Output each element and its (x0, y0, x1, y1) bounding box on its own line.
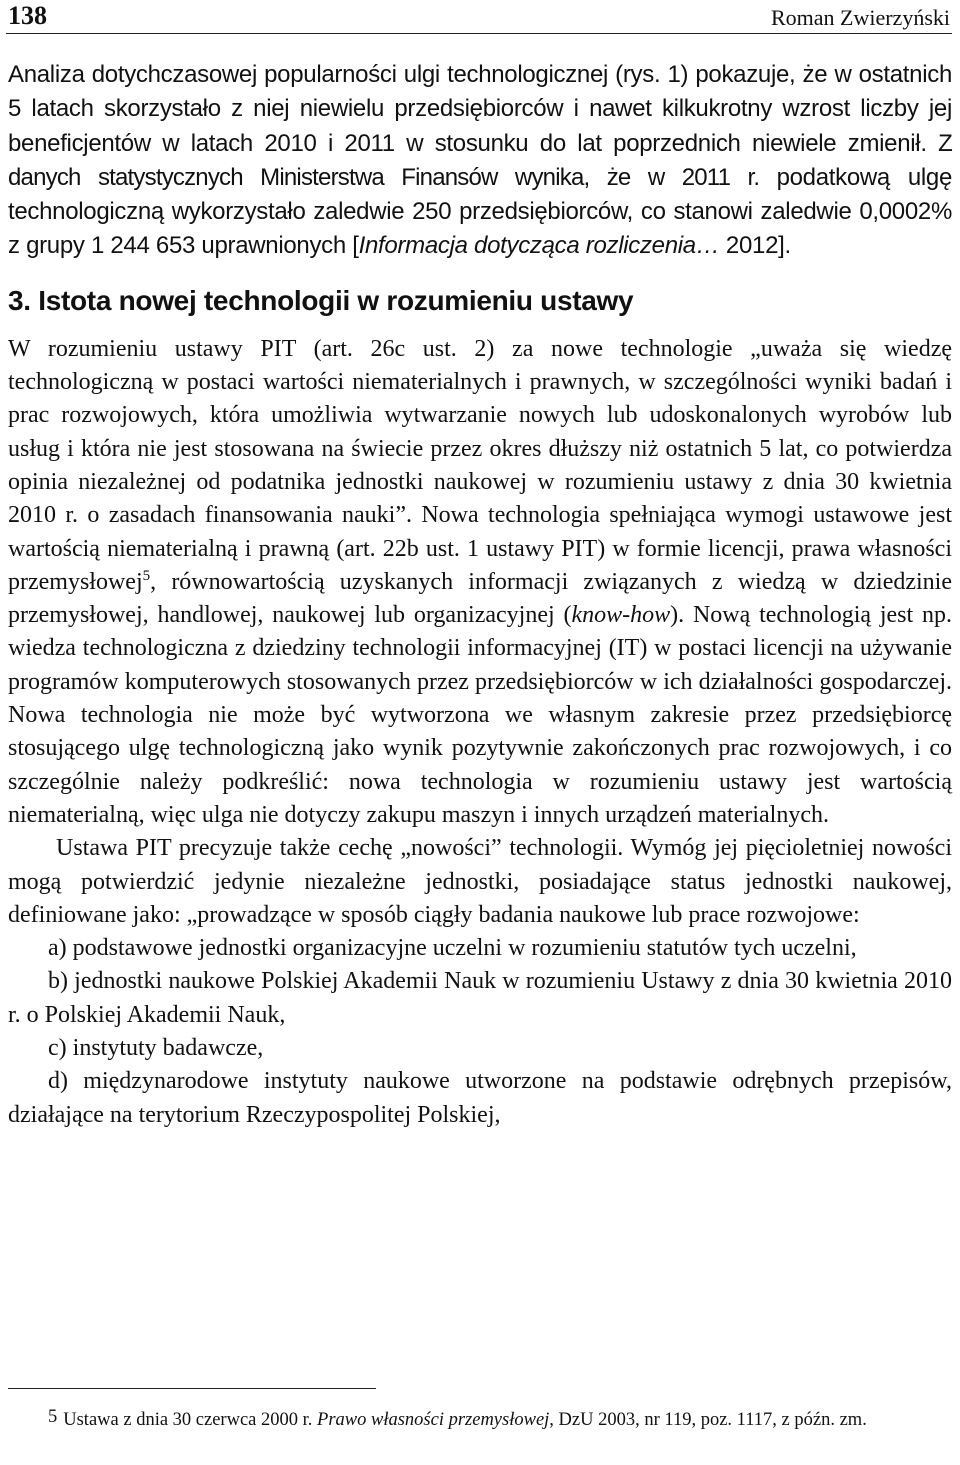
paragraph-definition (8, 333, 952, 832)
page-number: 138 (8, 1, 47, 30)
list-item-a: a) podstawowe jednostki organizacyjne uczelni w rozumieniu statutów tych uczelni, (48, 935, 857, 962)
paragraph-text: Analiza dotychczasowej popularności ulgi technologicznej (rys. 1) pokazuje, że w ostatnich 5 latach skorzystało z niej niewielu przedsiębiorców i nawet kilkukrotny wzrost liczby jej beneficjentów w latach 2010 i 2011 w stosunku do lat poprzednich niewiele zmienił. (8, 61, 952, 157)
citation-year: 2012]. (719, 232, 791, 260)
paragraph-text: ). Nową technologią jest np. wiedza technologiczna z dziedziny technologii informacyjnej (IT) w postaci licencji na używanie programów komputerowych stosowanych przez przedsiębiorców w ich działalności gospodarczej. Nowa technologia nie może być wytworzona we własnym zakresie przez przedsiębiorcę stosującego ulgę technologiczną jako wynik pozytywnie zakończonych prac rozwojowych, i co szczególnie należy podkreślić: nowa technologia w rozumieniu ustawy jest wartością niematerialną, więc ulga nie dotyczy zakupu maszyn i innych urządzeń materialnych. (8, 602, 952, 828)
footnote-text: Ustawa z dnia 30 czerwca 2000 r. (63, 1410, 318, 1430)
list-item-d: d) międzynarodowe instytuty naukowe utworzone na podstawie odrębnych przepisów, działające na terytorium Rzeczypospolitej Polskiej, (8, 1068, 952, 1128)
paragraph-novelty: Ustawa PIT precyzuje także cechę „nowości” technologii. Wymóg jej pięcioletniej nowości mogą potwierdzić jedynie niezależne jednostki, posiadające status jednostki naukowej, definiowane jako: „prowadzące w sposób ciągły badania naukowe lub prace rozwojowe: (8, 835, 952, 928)
footnote (8, 1404, 950, 1434)
footnote-act-title: Prawo własności przemysłowej (317, 1410, 550, 1430)
running-head-author: Roman Zwierzyński (770, 5, 950, 30)
footnote-reference: 5 (142, 567, 151, 584)
footnote-text: , DzU 2003, nr 119, poz. 1117, z późn. zm. (549, 1410, 867, 1430)
italic-term: know-how (571, 602, 671, 629)
list-item-b: b) jednostki naukowe Polskiej Akademii Nauk w rozumieniu Ustawy z dnia 30 kwietnia 2010 r. o Polskiej Akademii Nauk, (8, 968, 952, 1028)
footnote-divider (8, 1388, 376, 1389)
paragraph-text: W rozumieniu ustawy PIT (art. 26c ust. 2) za nowe technologie „uważa się wiedzę technologiczną w postaci wartości niematerialnych i prawnych, w szczególności wyniki badań i prac rozwojowych, która umożliwia wytwarzanie nowych lub udoskonalonych wyrobów lub usług i która nie jest stosowana na świecie przez okres dłuższy niż ostatnich 5 lat, co potwierdza opinia niezależnej od podatnika jednostki naukowej w rozumieniu ustawy z dnia 30 kwietnia 2010 r. o zasadach finansowania nauki”. Nowa technologia spełniająca wymogi ustawowe jest wartością niematerialną i prawną (art. 22b ust. 1 ustawy PIT) w formie licencji, prawa własności przemysłowej (8, 335, 952, 595)
citation-title: Informacja dotycząca rozliczenia… (358, 232, 720, 260)
footnote-number: 5 (48, 1407, 58, 1427)
paragraph-text-statistics: Z danych statystycznych Ministerstwa Finansów wynika, że w 2011 r. (8, 129, 952, 191)
page-header (6, 0, 952, 34)
paragraph-popularity (8, 58, 952, 264)
paragraph-text: podatkową ulgę technologiczną wykorzystało zaledwie 250 przedsiębiorców, co stanowi zaledwie 0,0002% z grupy 1 244 653 uprawnionych [ (8, 163, 952, 260)
page-body (8, 58, 952, 1132)
list-item-c: c) instytuty badawcze, (48, 1035, 264, 1062)
section-heading: 3. Istota nowej technologii w rozumieniu ustawy (8, 284, 634, 316)
paragraph-text: , równowartością uzyskanych informacji związanych z wiedzą w dziedzinie przemysłowej, handlowej, naukowej lub organizacyjnej ( (8, 568, 952, 629)
